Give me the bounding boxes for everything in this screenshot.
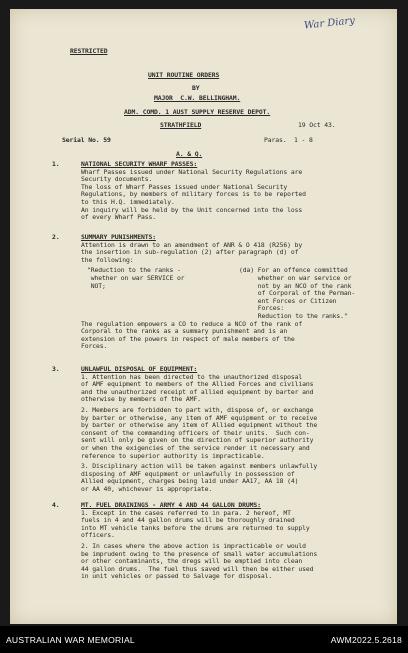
item-line: be imprudent owing to the presence of small water accumulations [81,549,318,558]
item-line: Wharf Passes issued under National Security Regulations are [81,167,303,176]
item-heading: MT. FUEL DRAININGS - ARMY 4 AND 44 GALLON DRUMS: [81,501,261,509]
quote-right-line: (da) For an offence committed [239,266,348,275]
item-number: 1. [52,160,60,168]
item-line: the following: [81,255,134,264]
quote-left-line: "Reduction to the ranks - [87,266,181,275]
item-line: Forces. [81,342,108,351]
item-line: Attention is drawn to an amendment of ANR & O 418 (R256) by [81,240,303,249]
item-line: the insertion in sub-regulation (2) after paragraph (d) of [81,248,299,257]
classification: RESTRICTED [70,47,108,55]
item-line: An inquiry will be held by the Unit concerned into the loss [81,205,303,214]
item-line: Regulations, by members of military forces is to be reported [81,190,306,199]
item-line: consent of the commanding officers of their units. Such con- [81,428,310,437]
section-heading: A. & Q. [176,150,203,158]
item-heading: NATIONAL SECURITY WHARF PASSES: [81,160,198,168]
item-line: fuels in 4 and 44 gallon drums will be thoroughly drained [81,516,295,525]
item-line: The regulation empowers a CO to reduce a NCO of the rank of [81,319,303,328]
author: MAJOR C.W. BELLINGHAM. [154,94,241,102]
item-line: reference to superior authority is impracticable. [81,451,265,460]
quote-right-line: of Corporal of the Perman- [239,289,356,298]
archive-footer [0,626,408,653]
item-line: of every Wharf Pass. [81,213,156,222]
item-line: into MT vehicle tanks before the drums are returned to supply [81,523,310,532]
serial-number: Serial No. 59 [62,136,111,144]
footer-reference: AWM2022.5.2618 [330,635,402,645]
by-line: BY [192,84,200,92]
item-line: or AA 40, whichever is appropriate. [81,485,213,493]
item-line: otherwise by members of the AMF. [81,395,201,404]
item-line: or when the exigencies of the service render it necessary and [81,444,310,452]
item-line: 3. Disciplinary action will be taken against members unlawfully [81,462,318,471]
item-line: in unit vehicles or passed to Salvage for disposal. [81,572,273,581]
item-line: by barter or otherwise any item of Allied equipment without the [81,421,318,430]
item-line: sent will only be given on the direction of superior authority [81,436,314,445]
item-line: extension of the powers in respect of male members of the [81,334,295,343]
item-line: officers. [81,531,115,540]
item-line: by barter or otherwise, any item of AMF equipment or to receive [81,413,318,422]
document-title: UNIT ROUTINE ORDERS [148,71,220,79]
handwritten-note: War Diary [303,15,356,32]
date: 19 Oct 43. [298,121,336,129]
command: ADM. COMD. 1 AUST SUPPLY RESERVE DEPOT. [124,108,271,116]
item-line: or other contaminants, the dregs will be emptied into clean [81,557,303,566]
item-number: 2. [52,233,60,241]
document-page [10,9,397,624]
item-line: 1. Except in the cases referred to in para. 2 hereof, MT [81,508,291,517]
quote-right-line: not by an NCO of the rank [239,281,352,290]
item-line: 2. Members are forbidden to part with, dispose of, or exchange [81,406,314,414]
quote-right-line: Forces: [239,304,284,313]
location: STRATHFIELD [160,121,202,129]
quote-left-line: NOT; [87,281,106,290]
item-line: 1. Attention has been directed to the unauthorized disposal [81,372,303,381]
item-line: The loss of Wharf Passes issued under National Security [81,182,288,191]
item-line: of AMF equipment to members of the Allied Forces and civilians [81,380,314,389]
quote-right-line: whether on war service or [239,274,352,282]
item-number: 4. [52,501,60,509]
item-line: and the unauthorized receipt of allied equipment by barter and [81,387,314,396]
footer-institution: AUSTRALIAN WAR MEMORIAL [6,635,135,645]
item-line: disposing of AMF equipment or unlawfully in possession of [81,469,295,478]
item-heading: UNLAWFUL DISPOSAL OF EQUIPMENT: [81,365,198,373]
item-line: 2. In cases where the above action is impracticable or would [81,542,306,550]
item-line: Corporal to the ranks as a summary punishment and is an [81,327,288,336]
item-line: to this H.Q. immediately. [81,198,175,206]
quote-left-line: whether on war SERVICE or [87,274,185,282]
item-heading: SUMMARY PUNISHMENTS: [81,233,156,241]
quote-right-line: ent Forces or Citizen [239,296,337,305]
paras-range: Paras. 1 - 8 [264,136,313,144]
item-line: Security documents. [81,175,153,184]
item-line: 44 gallon drums. The fuel thus saved will then be either used [81,564,314,573]
item-line: Allied equipment, charges being laid under AA17, AA 18 (4) [81,477,299,486]
item-number: 3. [52,365,60,373]
quote-right-line: Reduction to the ranks." [239,312,348,320]
